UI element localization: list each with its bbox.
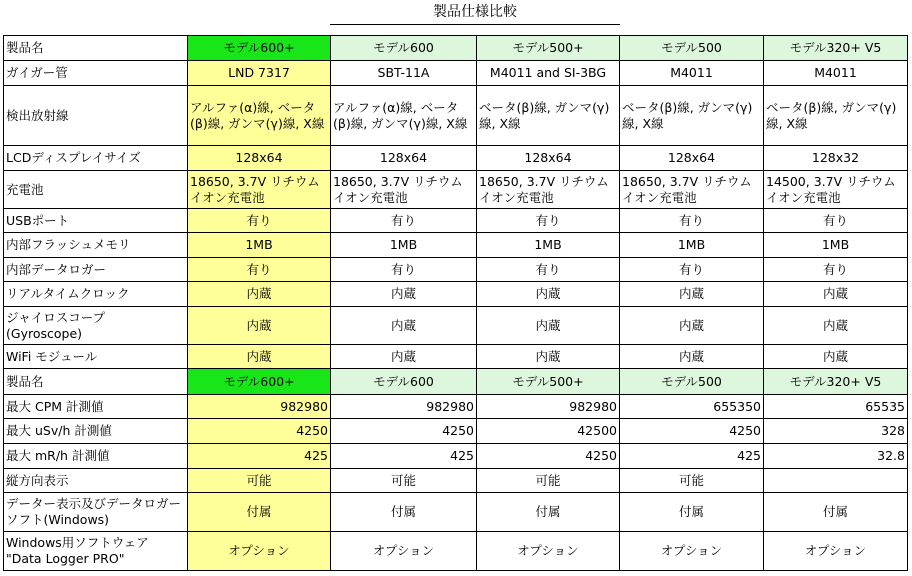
table-row bbox=[4, 209, 908, 233]
table-cell: 18650, 3.7V リチウムイオン充電池 bbox=[331, 171, 477, 209]
table-cell: 内蔵 bbox=[620, 307, 764, 345]
table-cell: 655350 bbox=[620, 395, 764, 419]
header-row bbox=[4, 36, 908, 61]
row-label: 内部フラッシュメモリ bbox=[4, 233, 188, 258]
table-cell: 18650, 3.7V リチウムイオン充電池 bbox=[188, 171, 331, 209]
table-cell: 付属 bbox=[477, 493, 620, 532]
table-cell: 付属 bbox=[188, 493, 331, 532]
table-cell: 可能 bbox=[331, 469, 477, 493]
model-header: モデル320+ V5 bbox=[764, 36, 908, 61]
table-cell: アルファ(α)線, ベータ(β)線, ガンマ(γ)線, X線 bbox=[188, 86, 331, 146]
table-cell: 4250 bbox=[477, 444, 620, 469]
table-cell: 425 bbox=[620, 444, 764, 469]
table-cell: 内蔵 bbox=[188, 282, 331, 307]
model-header: モデル500+ bbox=[477, 369, 620, 395]
table-cell: 有り bbox=[331, 209, 477, 233]
table-row bbox=[4, 493, 908, 532]
table-cell: 982980 bbox=[477, 395, 620, 419]
table-cell: 有り bbox=[620, 258, 764, 282]
table-cell: 18650, 3.7V リチウムイオン充電池 bbox=[620, 171, 764, 209]
table-cell: 328 bbox=[764, 419, 908, 444]
table-cell: 付属 bbox=[620, 493, 764, 532]
table-cell: 内蔵 bbox=[331, 345, 477, 369]
table-cell: 内蔵 bbox=[620, 345, 764, 369]
table-row bbox=[4, 233, 908, 258]
table-cell: 付属 bbox=[331, 493, 477, 532]
table-cell: 可能 bbox=[188, 469, 331, 493]
model-header: モデル600 bbox=[331, 36, 477, 61]
model-header: モデル500 bbox=[620, 369, 764, 395]
table-cell: 65535 bbox=[764, 395, 908, 419]
table-cell: 内蔵 bbox=[477, 307, 620, 345]
model-header: モデル320+ V5 bbox=[764, 369, 908, 395]
table-cell: 有り bbox=[764, 258, 908, 282]
table-cell: オプション bbox=[331, 532, 477, 571]
table-cell: 有り bbox=[477, 209, 620, 233]
row-label: Windows用ソフトウェア "Data Logger PRO" bbox=[4, 532, 188, 571]
table-cell: 425 bbox=[331, 444, 477, 469]
model-header: モデル600+ bbox=[188, 36, 331, 61]
table-cell: M4011 and SI-3BG bbox=[477, 61, 620, 86]
model-header: モデル600 bbox=[331, 369, 477, 395]
table-cell: M4011 bbox=[620, 61, 764, 86]
table-cell: オプション bbox=[764, 532, 908, 571]
table-cell: 14500, 3.7V リチウムイオン充電池 bbox=[764, 171, 908, 209]
row-label: USBポート bbox=[4, 209, 188, 233]
row-label: 最大 uSv/h 計測値 bbox=[4, 419, 188, 444]
table-cell: 1MB bbox=[477, 233, 620, 258]
row-label: 内部データロガー bbox=[4, 258, 188, 282]
table-cell: 4250 bbox=[188, 419, 331, 444]
table-row bbox=[4, 171, 908, 209]
table-cell: 有り bbox=[764, 209, 908, 233]
row-label: 最大 CPM 計測値 bbox=[4, 395, 188, 419]
table-cell: 内蔵 bbox=[477, 345, 620, 369]
table-cell bbox=[764, 469, 908, 493]
table-row bbox=[4, 532, 908, 571]
table-row bbox=[4, 469, 908, 493]
table-row bbox=[4, 444, 908, 469]
table-cell: 128x64 bbox=[477, 146, 620, 171]
table-cell: オプション bbox=[620, 532, 764, 571]
table-cell: 内蔵 bbox=[620, 282, 764, 307]
header-row bbox=[4, 369, 908, 395]
table-cell: ベータ(β)線, ガンマ(γ)線, X線 bbox=[477, 86, 620, 146]
table-cell: 42500 bbox=[477, 419, 620, 444]
table-cell: 可能 bbox=[620, 469, 764, 493]
table-cell: 128x32 bbox=[764, 146, 908, 171]
table-cell: アルファ(α)線, ベータ(β)線, ガンマ(γ)線, X線 bbox=[331, 86, 477, 146]
table-cell: 内蔵 bbox=[331, 307, 477, 345]
table-cell: 有り bbox=[188, 209, 331, 233]
table-row bbox=[4, 419, 908, 444]
table-cell: 内蔵 bbox=[764, 307, 908, 345]
table-cell: 4250 bbox=[620, 419, 764, 444]
header-label: 製品名 bbox=[4, 369, 188, 395]
model-header: モデル600+ bbox=[188, 369, 331, 395]
row-label: LCDディスプレイサイズ bbox=[4, 146, 188, 171]
table-cell: 18650, 3.7V リチウムイオン充電池 bbox=[477, 171, 620, 209]
table-cell: 1MB bbox=[620, 233, 764, 258]
table-cell: 有り bbox=[188, 258, 331, 282]
table-row bbox=[4, 146, 908, 171]
row-label: ガイガー管 bbox=[4, 61, 188, 86]
row-label: リアルタイムクロック bbox=[4, 282, 188, 307]
table-cell: 内蔵 bbox=[477, 282, 620, 307]
table-cell: 128x64 bbox=[331, 146, 477, 171]
page-title: 製品仕様比較 bbox=[330, 2, 620, 25]
table-cell: 982980 bbox=[188, 395, 331, 419]
row-label: ジャイロスコープ (Gyroscope) bbox=[4, 307, 188, 345]
table-cell: SBT-11A bbox=[331, 61, 477, 86]
table-cell: LND 7317 bbox=[188, 61, 331, 86]
table-cell: 可能 bbox=[477, 469, 620, 493]
table-cell: 有り bbox=[331, 258, 477, 282]
table-cell: ベータ(β)線, ガンマ(γ)線, X線 bbox=[620, 86, 764, 146]
table-cell: 内蔵 bbox=[764, 282, 908, 307]
row-label: 最大 mR/h 計測値 bbox=[4, 444, 188, 469]
table-cell: 425 bbox=[188, 444, 331, 469]
table-row bbox=[4, 258, 908, 282]
table-cell: オプション bbox=[477, 532, 620, 571]
table-row bbox=[4, 345, 908, 369]
table-cell: 1MB bbox=[188, 233, 331, 258]
table-cell: 4250 bbox=[331, 419, 477, 444]
row-label: 縦方向表示 bbox=[4, 469, 188, 493]
table-cell: 内蔵 bbox=[188, 345, 331, 369]
table-cell: 982980 bbox=[331, 395, 477, 419]
table-cell: 内蔵 bbox=[764, 345, 908, 369]
table-row bbox=[4, 307, 908, 345]
table-cell: 128x64 bbox=[620, 146, 764, 171]
table-row bbox=[4, 395, 908, 419]
row-label: データー表示及びデータロガーソフト(Windows) bbox=[4, 493, 188, 532]
table-cell: M4011 bbox=[764, 61, 908, 86]
table-row bbox=[4, 86, 908, 146]
header-label: 製品名 bbox=[4, 36, 188, 61]
table-row bbox=[4, 61, 908, 86]
table-cell: 32.8 bbox=[764, 444, 908, 469]
table-cell: 有り bbox=[620, 209, 764, 233]
table-row bbox=[4, 282, 908, 307]
row-label: WiFi モジュール bbox=[4, 345, 188, 369]
row-label: 充電池 bbox=[4, 171, 188, 209]
table-cell: ベータ(β)線, ガンマ(γ)線, X線 bbox=[764, 86, 908, 146]
table-cell: 内蔵 bbox=[188, 307, 331, 345]
table-cell: 1MB bbox=[331, 233, 477, 258]
table-cell: 1MB bbox=[764, 233, 908, 258]
table-cell: 有り bbox=[477, 258, 620, 282]
table-cell: 付属 bbox=[764, 493, 908, 532]
table-cell: 内蔵 bbox=[331, 282, 477, 307]
model-header: モデル500 bbox=[620, 36, 764, 61]
model-header: モデル500+ bbox=[477, 36, 620, 61]
table-cell: オプション bbox=[188, 532, 331, 571]
table-cell: 128x64 bbox=[188, 146, 331, 171]
row-label: 検出放射線 bbox=[4, 86, 188, 146]
spec-comparison-table bbox=[3, 35, 908, 571]
